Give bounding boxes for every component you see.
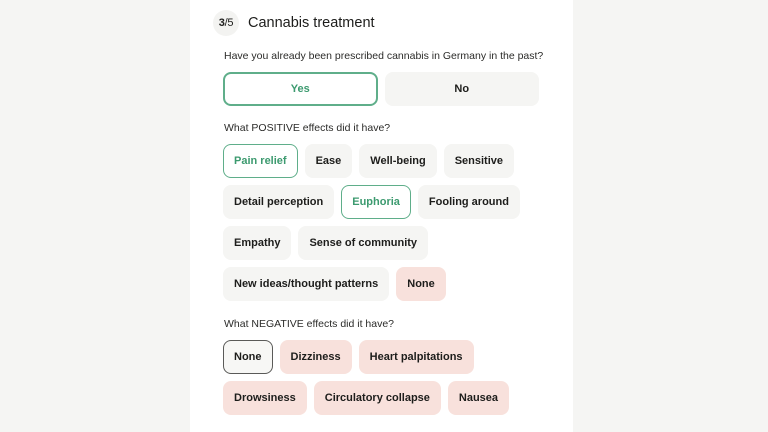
chip-heart-palpitations[interactable]: Heart palpitations	[359, 340, 474, 374]
prescribed-options	[223, 72, 539, 106]
chip-pain-relief[interactable]: Pain relief	[223, 144, 298, 178]
chip-dizziness[interactable]: Dizziness	[280, 340, 352, 374]
chip-ease[interactable]: Ease	[305, 144, 353, 178]
step-current: 3	[218, 17, 225, 29]
chip-euphoria[interactable]: Euphoria	[341, 185, 411, 219]
positive-effects-options	[223, 144, 543, 301]
step-badge	[213, 10, 239, 36]
question-positive-label: What POSITIVE effects did it have?	[224, 122, 391, 134]
chip-empathy[interactable]: Empathy	[223, 226, 291, 260]
chip-circulatory-collapse[interactable]: Circulatory collapse	[314, 381, 441, 415]
chip-drowsiness[interactable]: Drowsiness	[223, 381, 307, 415]
chip-positive-none[interactable]: None	[396, 267, 446, 301]
chip-negative-none[interactable]: None	[223, 340, 273, 374]
step-total: /5	[224, 17, 234, 29]
question-prescribed-label: Have you already been prescribed cannabis in Germany in the past?	[224, 50, 544, 62]
question-negative-label: What NEGATIVE effects did it have?	[224, 318, 395, 330]
chip-fooling-around[interactable]: Fooling around	[418, 185, 520, 219]
step-header	[213, 10, 375, 36]
negative-effects-options	[223, 340, 543, 415]
section-title: Cannabis treatment	[248, 15, 375, 31]
option-no[interactable]: No	[385, 72, 540, 106]
chip-new-ideas[interactable]: New ideas/thought patterns	[223, 267, 389, 301]
chip-well-being[interactable]: Well-being	[359, 144, 436, 178]
option-yes[interactable]: Yes	[223, 72, 378, 106]
questionnaire-card	[190, 0, 573, 432]
chip-sense-of-community[interactable]: Sense of community	[298, 226, 428, 260]
chip-nausea[interactable]: Nausea	[448, 381, 509, 415]
chip-sensitive[interactable]: Sensitive	[444, 144, 514, 178]
chip-detail-perception[interactable]: Detail perception	[223, 185, 334, 219]
